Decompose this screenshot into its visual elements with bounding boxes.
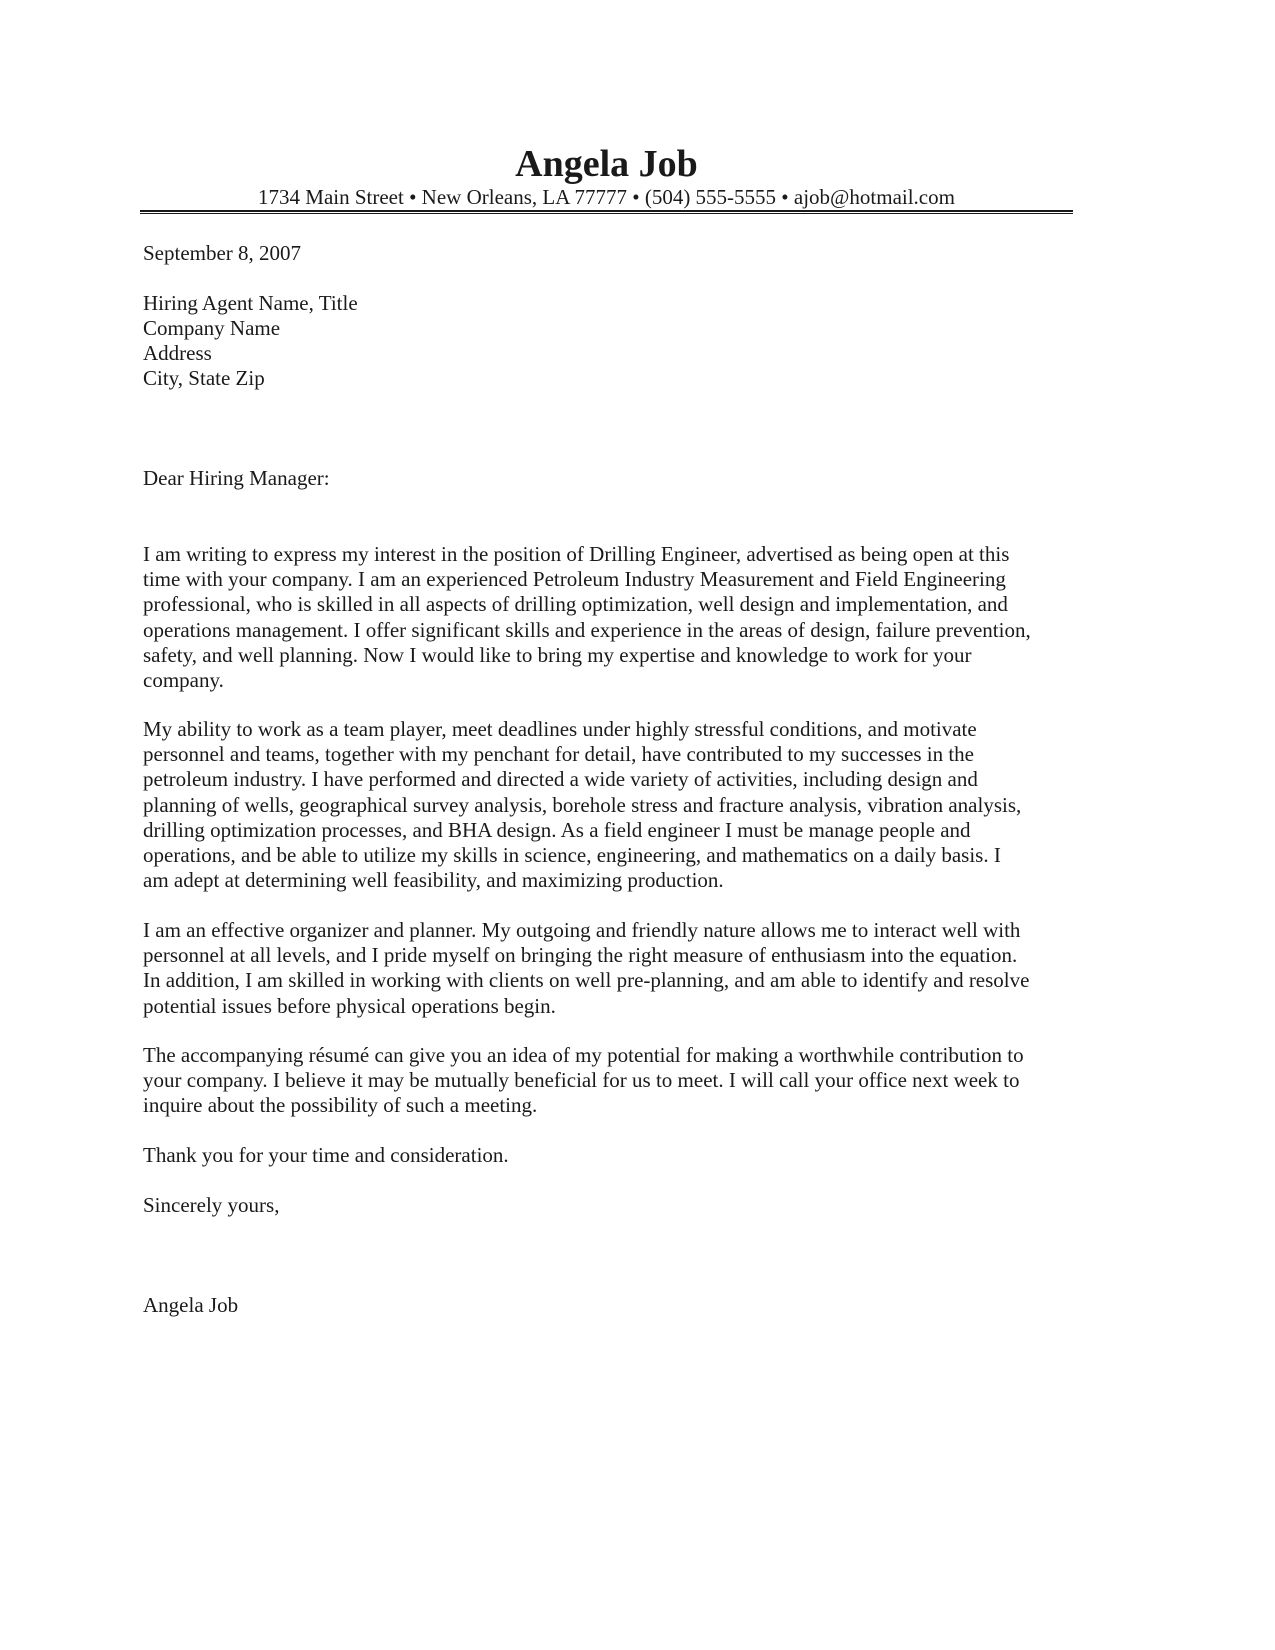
thanks-line: Thank you for your time and consideration. [143, 1143, 509, 1167]
paragraph-line: time with your company. I am an experienced Petroleum Industry Measurement and Field Engineering [143, 567, 1006, 592]
recipient-line: City, State Zip [143, 366, 265, 390]
recipient-line: Hiring Agent Name, Title [143, 291, 358, 315]
paragraph-line: your company. I believe it may be mutually beneficial for us to meet. I will call your office next week to [143, 1068, 1020, 1093]
paragraph-line: operations management. I offer significant skills and experience in the areas of design, failure prevention, [143, 617, 1031, 642]
sender-name: Angela Job [515, 143, 698, 185]
paragraph-line: I am writing to express my interest in the position of Drilling Engineer, advertised as being open at this [143, 542, 1010, 566]
body-paragraph [143, 717, 1083, 893]
body-paragraph [143, 918, 1083, 1019]
recipient-line: Address [143, 341, 212, 365]
paragraph-line: drilling optimization processes, and BHA design. As a field engineer I must be manage people and [143, 817, 971, 842]
sender-contact-line: 1734 Main Street • New Orleans, LA 77777 • (504) 555-5555 • ajob@hotmail.com [258, 185, 955, 209]
letter-date: September 8, 2007 [143, 241, 302, 265]
body-paragraph [143, 1043, 1083, 1119]
paragraph-line: potential issues before physical operations begin. [143, 993, 556, 1018]
recipient-line: Company Name [143, 316, 281, 340]
paragraph-line: am adept at determining well feasibility, and maximizing production. [143, 868, 724, 893]
paragraph-line: personnel at all levels, and I pride myself on bringing the right measure of enthusiasm into the equation. [143, 943, 1018, 968]
paragraph-line: company. [143, 668, 224, 693]
paragraph-line: In addition, I am skilled in working with clients on well pre-planning, and am able to identify and resolve [143, 968, 1030, 993]
paragraph-line: personnel and teams, together with my penchant for detail, have contributed to my successes in the [143, 742, 975, 767]
paragraph-line: I am an effective organizer and planner. My outgoing and friendly nature allows me to interact well with [143, 918, 1021, 942]
paragraph-line: inquire about the possibility of such a meeting. [143, 1093, 538, 1118]
paragraph-line: My ability to work as a team player, meet deadlines under highly stressful conditions, and motivate [143, 717, 977, 741]
signature-name: Angela Job [143, 1293, 239, 1317]
paragraph-line: petroleum industry. I have performed and directed a wide variety of activities, including design and [143, 767, 978, 792]
closing-line: Sincerely yours, [143, 1193, 280, 1217]
header-divider [140, 210, 1073, 214]
paragraph-line: safety, and well planning. Now I would like to bring my expertise and knowledge to work for your [143, 642, 972, 667]
body-paragraph [143, 542, 1083, 693]
salutation: Dear Hiring Manager: [143, 466, 330, 490]
paragraph-line: professional, who is skilled in all aspects of drilling optimization, well design and implementation, and [143, 592, 1008, 617]
paragraph-line: The accompanying résumé can give you an idea of my potential for making a worthwhile contribution to [143, 1043, 1024, 1067]
paragraph-line: operations, and be able to utilize my skills in science, engineering, and mathematics on a daily basis. I [143, 843, 1001, 868]
paragraph-line: planning of wells, geographical survey analysis, borehole stress and fracture analysis, vibration analysis, [143, 792, 1022, 817]
